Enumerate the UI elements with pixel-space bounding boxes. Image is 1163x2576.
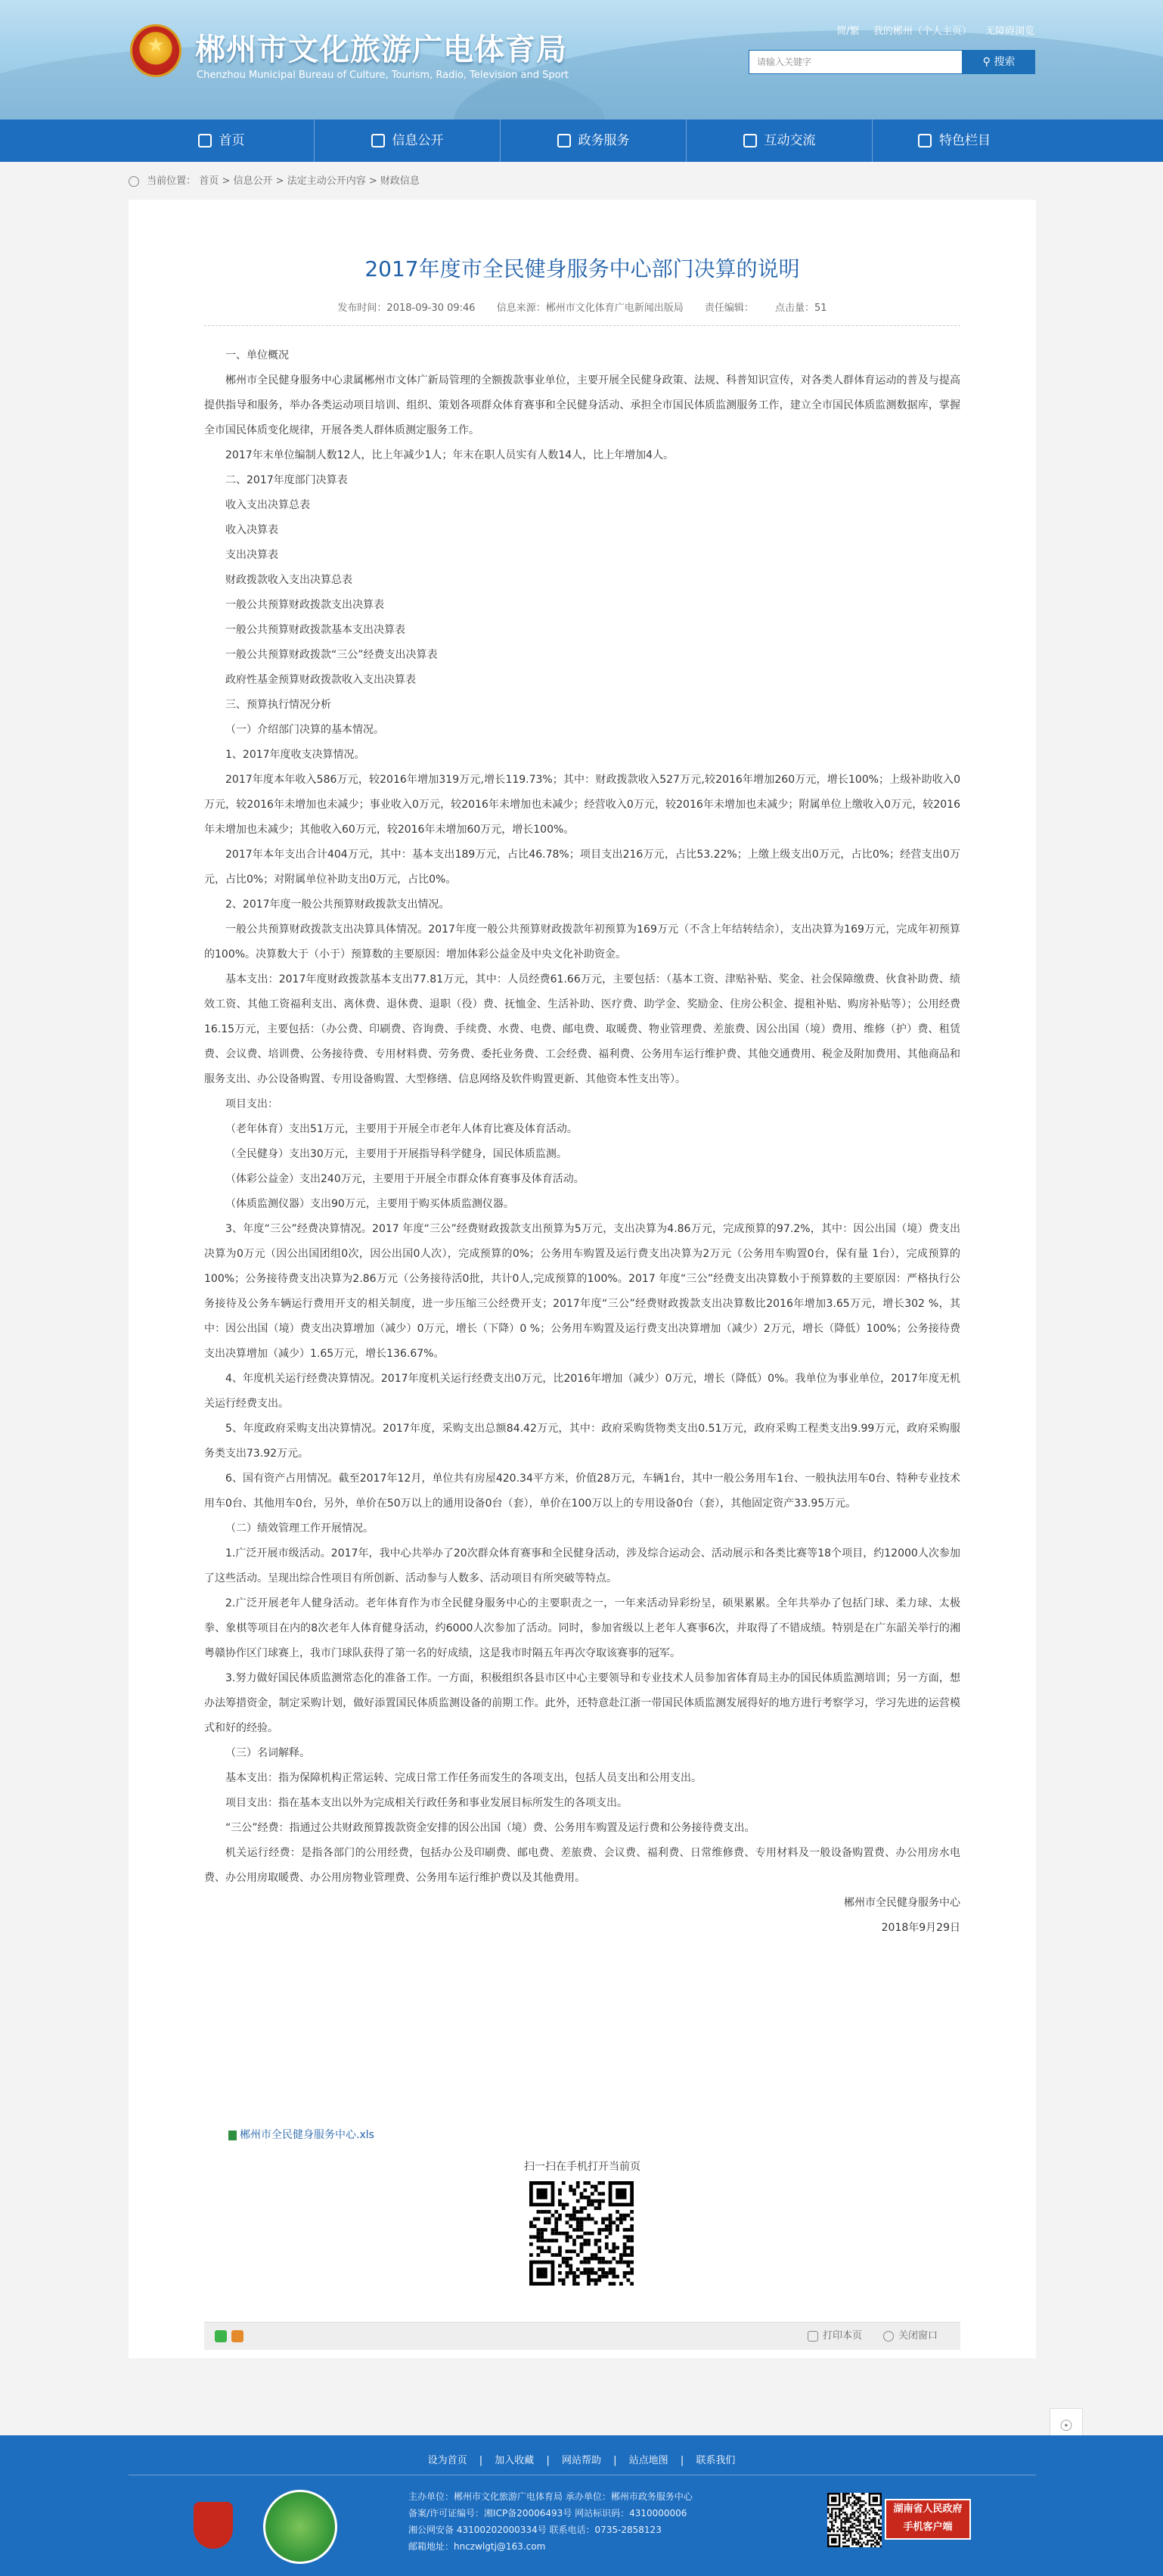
nav-item-home[interactable] [129, 119, 315, 162]
article-paragraph: 1.广泛开展市级活动。2017年，我中心共举办了20次群众体育赛事和全民健身活动，涉及综合运动会、活动展示和各类比赛等18个项目，约12000人次参加了这些活动。呈现出综合性项目有所创新、活动参与人数多、活动项目有所突破等特点。 [204, 1547, 960, 1584]
close-window-button[interactable] [883, 2323, 938, 2350]
top-links [826, 23, 1034, 37]
top-link-my-chenzhou[interactable]: 我的郴州（个人主页） [873, 26, 972, 37]
footer-sep: | [546, 2455, 550, 2466]
article-paragraph: “三公”经费：指通过公共财政预算拨款资金安排的因公出国（境）费、公务用车购置及运行费和公务接待费支出。 [225, 1822, 755, 1834]
footer-sep: | [613, 2455, 617, 2466]
footer-link-homepage[interactable]: 设为首页 [427, 2455, 467, 2466]
article-date: 2018年9月29日 [881, 1922, 960, 1934]
footer-link-favorite[interactable]: 加入收藏 [495, 2455, 535, 2466]
article-paragraph: （体质监测仪器）支出90万元，主要用于购买体质监测仪器。 [225, 1198, 514, 1210]
article-paragraph: 6、国有资产占用情况。截至2017年12月，单位共有房屋420.34平方米，价值28万元，车辆1台，其中一般公务用车1台、一般执法用车0台、特种专业技术用车0台、其他用车0台，另外，单价在50万以上的通用设备0台（套），单价在100万以上的专用设备0台（套），其他固定资产33.95万元。 [204, 1473, 960, 1510]
footer-qr-code [827, 2493, 882, 2547]
footer-link-help[interactable]: 网站帮助 [561, 2455, 601, 2466]
search-input[interactable]: 请输入关键字 [749, 50, 963, 74]
article-paragraph: （全民健身）支出30万元，主要用于开展指导科学健身，国民体质监测。 [225, 1148, 567, 1160]
nav-item-label: 特色栏目 [939, 133, 991, 148]
article-paragraph: （二）绩效管理工作开展情况。 [225, 1522, 374, 1535]
gov-app-sub: 手机客户端 [903, 2522, 953, 2533]
home-icon [198, 134, 212, 147]
article-paragraph: 4、年度机关运行经费决算情况。2017年度机关运行经费支出0万元，比2016年增加（减少）0万元，增长（降低）0%。我单位为事业单位，2017年度无机关运行经费支出。 [204, 1373, 960, 1410]
editor: 责任编辑： [704, 303, 754, 314]
article-paragraph: 一、单位概况 [225, 349, 289, 362]
article-paragraph: 项目支出： [225, 1098, 278, 1110]
meta-divider [204, 325, 960, 326]
breadcrumb-label: 当前位置： [147, 175, 197, 187]
main-nav [0, 119, 1163, 162]
attachment-link[interactable] [228, 2127, 374, 2142]
document-icon [371, 134, 385, 147]
article-paragraph: 支出决算表 [225, 549, 278, 561]
footer-police: 湘公网安备 43100202000334号 联系电话：0735-2858123 [408, 2525, 662, 2535]
article-meta [129, 299, 1036, 314]
footer-email: 邮箱地址：hnczwlgtj@163.com [408, 2541, 546, 2552]
gov-app-badge[interactable] [885, 2499, 971, 2540]
footer-info [408, 2488, 771, 2555]
article-paragraph: 2.广泛开展老年人健身活动。老年体育作为市全民健身服务中心的主要职责之一，一年来活动异彩纷呈，硕果累累。全年共举办了包括门球、柔力球、太极拳、象棋等项目在内的8次老年人体育健身活动，约6000人次参加了活动。同时，参加省级以上老年人赛事6次，并取得了不错成绩。特别是在广东韶关举行的湘粤赣协作区门球赛上，我市门球队获得了第一名的好成绩，这是我市时隔五年再次夺取该赛事的冠军。 [204, 1597, 960, 1659]
site-title[interactable]: 郴州市文化旅游广电体育局 [195, 33, 567, 67]
article-paragraph: 二、2017年度部门决算表 [225, 474, 348, 486]
article-paragraph: 3.努力做好国民体质监测常态化的准备工作。一方面，积极组织各县市区中心主要领导和专业技术人员参加省体育局主办的国民体质监测培训；另一方面，想办法筹措资金，制定采购计划，做好添置国民体质监测设备的前期工作。此外，还特意赴江浙一带国民体质监测发展得好的地方进行考察学习，学习先进的运营模式和好的经验。 [204, 1672, 960, 1734]
chat-icon [743, 134, 757, 147]
footer-link-contact[interactable]: 联系我们 [696, 2455, 736, 2466]
qr-code [529, 2181, 634, 2286]
article-paragraph: 2、2017年度一般公共预算财政拨款支出情况。 [225, 898, 450, 911]
footer-sponsor: 主办单位：郴州市文化旅游广电体育局 承办单位：郴州市政务服务中心 [408, 2491, 693, 2502]
article-paragraph: 收入决算表 [225, 524, 278, 536]
wechat-share-icon[interactable] [215, 2330, 227, 2342]
nav-item-label: 政务服务 [578, 133, 630, 148]
print-label: 打印本页 [823, 2330, 863, 2342]
article-paragraph: 项目支出：指在基本支出以外为完成相关行政任务和事业发展目标所发生的各项支出。 [225, 1797, 628, 1809]
article-paragraph: （一）介绍部门决算的基本情况。 [225, 724, 384, 736]
info-source: 信息来源：郴州市文化体育广电新闻出版局 [496, 303, 684, 314]
qr-label: 扫一扫在手机打开当前页 [524, 2161, 640, 2173]
breadcrumb-item[interactable]: 法定主动公开内容 [287, 175, 366, 187]
excel-file-icon [228, 2131, 237, 2140]
share-icon[interactable] [231, 2330, 243, 2342]
print-button[interactable] [808, 2323, 862, 2350]
national-emblem-icon [130, 24, 181, 77]
article-paragraph: （三）名词解释。 [225, 1747, 310, 1759]
nav-item-gov-service[interactable] [501, 119, 687, 162]
article-paragraph: 政府性基金预算财政拨款收入支出决算表 [225, 674, 416, 686]
breadcrumb-item[interactable]: 财政信息 [380, 175, 420, 187]
breadcrumb-item[interactable]: 信息公开 [233, 175, 273, 187]
gov-website-badge-icon[interactable] [263, 2490, 337, 2564]
nav-item-featured[interactable] [873, 119, 1036, 162]
footer-link-sitemap[interactable]: 站点地图 [628, 2455, 668, 2466]
site-subtitle: Chenzhou Municipal Bureau of Culture, Tourism, Radio, Television and Sport [197, 70, 569, 81]
article-paragraph: 三、预算执行情况分析 [225, 699, 331, 711]
article-paragraph: 财政拨款收入支出决算总表 [225, 574, 352, 586]
publish-time: 发布时间：2018-09-30 09:46 [337, 303, 476, 314]
top-link-lang[interactable]: 简/繁 [836, 26, 860, 37]
article-paragraph: 2017年末单位编制人数12人，比上年减少1人；年末在职人员实有人数14人，比上年增加4人。 [225, 449, 675, 461]
article-paragraph: 郴州市全民健身服务中心隶属郴州市文体广新局管理的全额拨款事业单位，主要开展全民健身政策、法规、科普知识宣传，对各类人群体育运动的普及与提高提供指导和服务，举办各类运动项目培训、组织、策划各项群众体育赛事和全民健身活动、承担全市国民体质监测服务工作，建立全市国民体质监测数据库，掌握全市国民体质变化规律，开展各类人群体质测定服务工作。 [204, 374, 960, 436]
nav-item-label: 首页 [219, 133, 245, 148]
site-header [0, 0, 1163, 119]
view-count: 点击量：51 [775, 303, 827, 314]
article-paragraph: （老年体育）支出51万元，主要用于开展全市老年人体育比赛及体育活动。 [225, 1123, 578, 1135]
nav-item-interaction[interactable] [687, 119, 873, 162]
location-icon [129, 176, 139, 187]
article-paragraph: 2017年度本年收入586万元，较2016年增加319万元,增长119.73%；其中：财政拨款收入527万元,较2016年增加260万元，增长100%；上级补助收入0万元，较2016年未增加也未减少；事业收入0万元，较2016年未增加也未减少；经营收入0万元，较2016年未增加也未减少；附属单位上缴收入0万元，较2016年未增加也未减少；其他收入60万元，较2016年未增加60万元，增长100%。 [204, 774, 960, 836]
article-paragraph: 一般公共预算财政拨款支出决算具体情况。2017年度一般公共预算财政拨款年初预算为169万元（不含上年结转结余），支出决算为169万元，完成年初预算的100%。决算数大于（小于）预算数的主要原因：增加体彩公益金及中央文化补助资金。 [204, 923, 960, 961]
footer-icp: 备案/许可证编号：湘ICP备20006493号 网站标识码：4310000006 [408, 2508, 687, 2519]
search-button[interactable] [963, 50, 1035, 74]
article-container [129, 200, 1036, 2358]
footer-links [0, 2452, 1163, 2466]
close-label: 关闭窗口 [898, 2330, 938, 2342]
article-body [204, 343, 960, 1941]
article-signature: 郴州市全民健身服务中心 [844, 1897, 960, 1909]
footer-sep: | [680, 2455, 684, 2466]
site-footer [0, 2435, 1163, 2576]
article-paragraph: 一般公共预算财政拨款支出决算表 [225, 599, 384, 611]
nav-item-info-disclosure[interactable] [315, 119, 501, 162]
breadcrumb [129, 172, 420, 187]
nav-item-label: 信息公开 [392, 133, 444, 148]
article-paragraph: 收入支出决算总表 [225, 499, 310, 511]
party-badge-icon[interactable] [194, 2502, 233, 2549]
edit-icon [557, 134, 571, 147]
layers-icon [918, 134, 932, 147]
article-title: 2017年度市全民健身服务中心部门决算的说明 [364, 256, 800, 281]
close-icon [883, 2331, 894, 2342]
breadcrumb-sep: > [368, 175, 377, 187]
article-tools-bar [204, 2322, 960, 2350]
search-icon: ⚲ [982, 56, 991, 68]
breadcrumb-sep: > [222, 175, 231, 187]
article-paragraph: 5、年度政府采购支出决算情况。2017年度，采购支出总额84.42万元，其中：政府采购货物类支出0.51万元，政府采购工程类支出9.99万元，政府采购服务类支出73.92万元。 [204, 1423, 960, 1460]
breadcrumb-sep: > [275, 175, 284, 187]
article-paragraph: 机关运行经费：是指各部门的公用经费，包括办公及印刷费、邮电费、差旅费、会议费、福利费、日常维修费、专用材料及一般设备购置费、办公用房水电费、办公用房取暖费、办公用房物业管理费、公务用车运行维护费以及其他费用。 [204, 1847, 960, 1884]
printer-icon [808, 2331, 818, 2342]
article-paragraph: 一般公共预算财政拨款“三公”经费支出决算表 [225, 649, 438, 661]
article-paragraph: 一般公共预算财政拨款基本支出决算表 [225, 624, 405, 636]
breadcrumb-item[interactable]: 首页 [199, 175, 219, 187]
top-link-accessibility[interactable]: 无障碍浏览 [985, 26, 1034, 37]
footer-sep: | [479, 2455, 483, 2466]
search-button-label: 搜索 [994, 56, 1016, 68]
article-paragraph: 1、2017年度收支决算情况。 [225, 749, 365, 761]
article-paragraph: 3、年度“三公”经费决算情况。2017 年度“三公”经费财政拨款支出预算为5万元，支出决算为4.86万元，完成预算的97.2%，其中：因公出国（境）费支出决算为0万元（因公出国团组0次，因公出国0人次），完成预算的0%；公务用车购置及运行费支出决算为2万元（公务用车购置0台，保有量 1台），完成预算的100%；公务接待费支出决算为2.86万元（公务接待活0批，共计0人,完成预算的100%。2017 年度“三公”经费支出决算数小于预算数的主要原因：严格执行公务接待及公务车辆运行费用开支的相关制度，进一步压缩三公经费开支；2017年度“三公”经费财政拨款支出决算数比2016年增加3.65万元，增长302 %，其中：因公出国（境）费支出决算增加（减少）0万元，增长（下降）0 %；公务用车购置及运行费支出决算增加（减少）2万元，增长（降低）100%；公务接待费支出决算增加（减少）1.65万元，增长136.67%。 [204, 1223, 960, 1360]
nav-item-label: 互动交流 [764, 133, 816, 148]
gov-app-label: 湖南省人民政府 [893, 2503, 963, 2515]
article-paragraph: 2017年本年支出合计404万元，其中：基本支出189万元，占比46.78%；项目支出216万元，占比53.22%；上缴上级支出0万元，占比0%；经营支出0万元，占比0%；对附属单位补助支出0万元，占比0%。 [204, 849, 960, 886]
weibo-icon: ☉ [1059, 2416, 1073, 2435]
attachment-name: 郴州市全民健身服务中心.xls [240, 2129, 374, 2141]
article-paragraph: 基本支出：指为保障机构正常运转、完成日常工作任务而发生的各项支出，包括人员支出和公用支出。 [225, 1772, 702, 1784]
article-paragraph: （体彩公益金）支出240万元，主要用于开展全市群众体育赛事及体育活动。 [225, 1173, 585, 1185]
article-paragraph: 基本支出：2017年度财政拨款基本支出77.81万元，其中：人员经费61.66万元，主要包括：（基本工资、津贴补贴、奖金、社会保障缴费、伙食补助费、绩效工资、其他工资福利支出、离休费、退休费、退职（役）费、抚恤金、生活补助、医疗费、助学金、奖励金、住房公积金、提租补贴、购房补贴等）；公用经费16.15万元，主要包括：（办公费、印刷费、咨询费、手续费、水费、电费、邮电费、取暖费、物业管理费、差旅费、因公出国（境）费用、维修（护）费、租赁费、会议费、培训费、公务接待费、专用材料费、劳务费、委托业务费、工会经费、福利费、公务用车运行维护费、其他交通费用、税金及附加费用、其他商品和服务支出、办公设备购置、专用设备购置、大型修缮、信息网络及软件购置更新、其他资本性支出等）。 [204, 973, 960, 1085]
